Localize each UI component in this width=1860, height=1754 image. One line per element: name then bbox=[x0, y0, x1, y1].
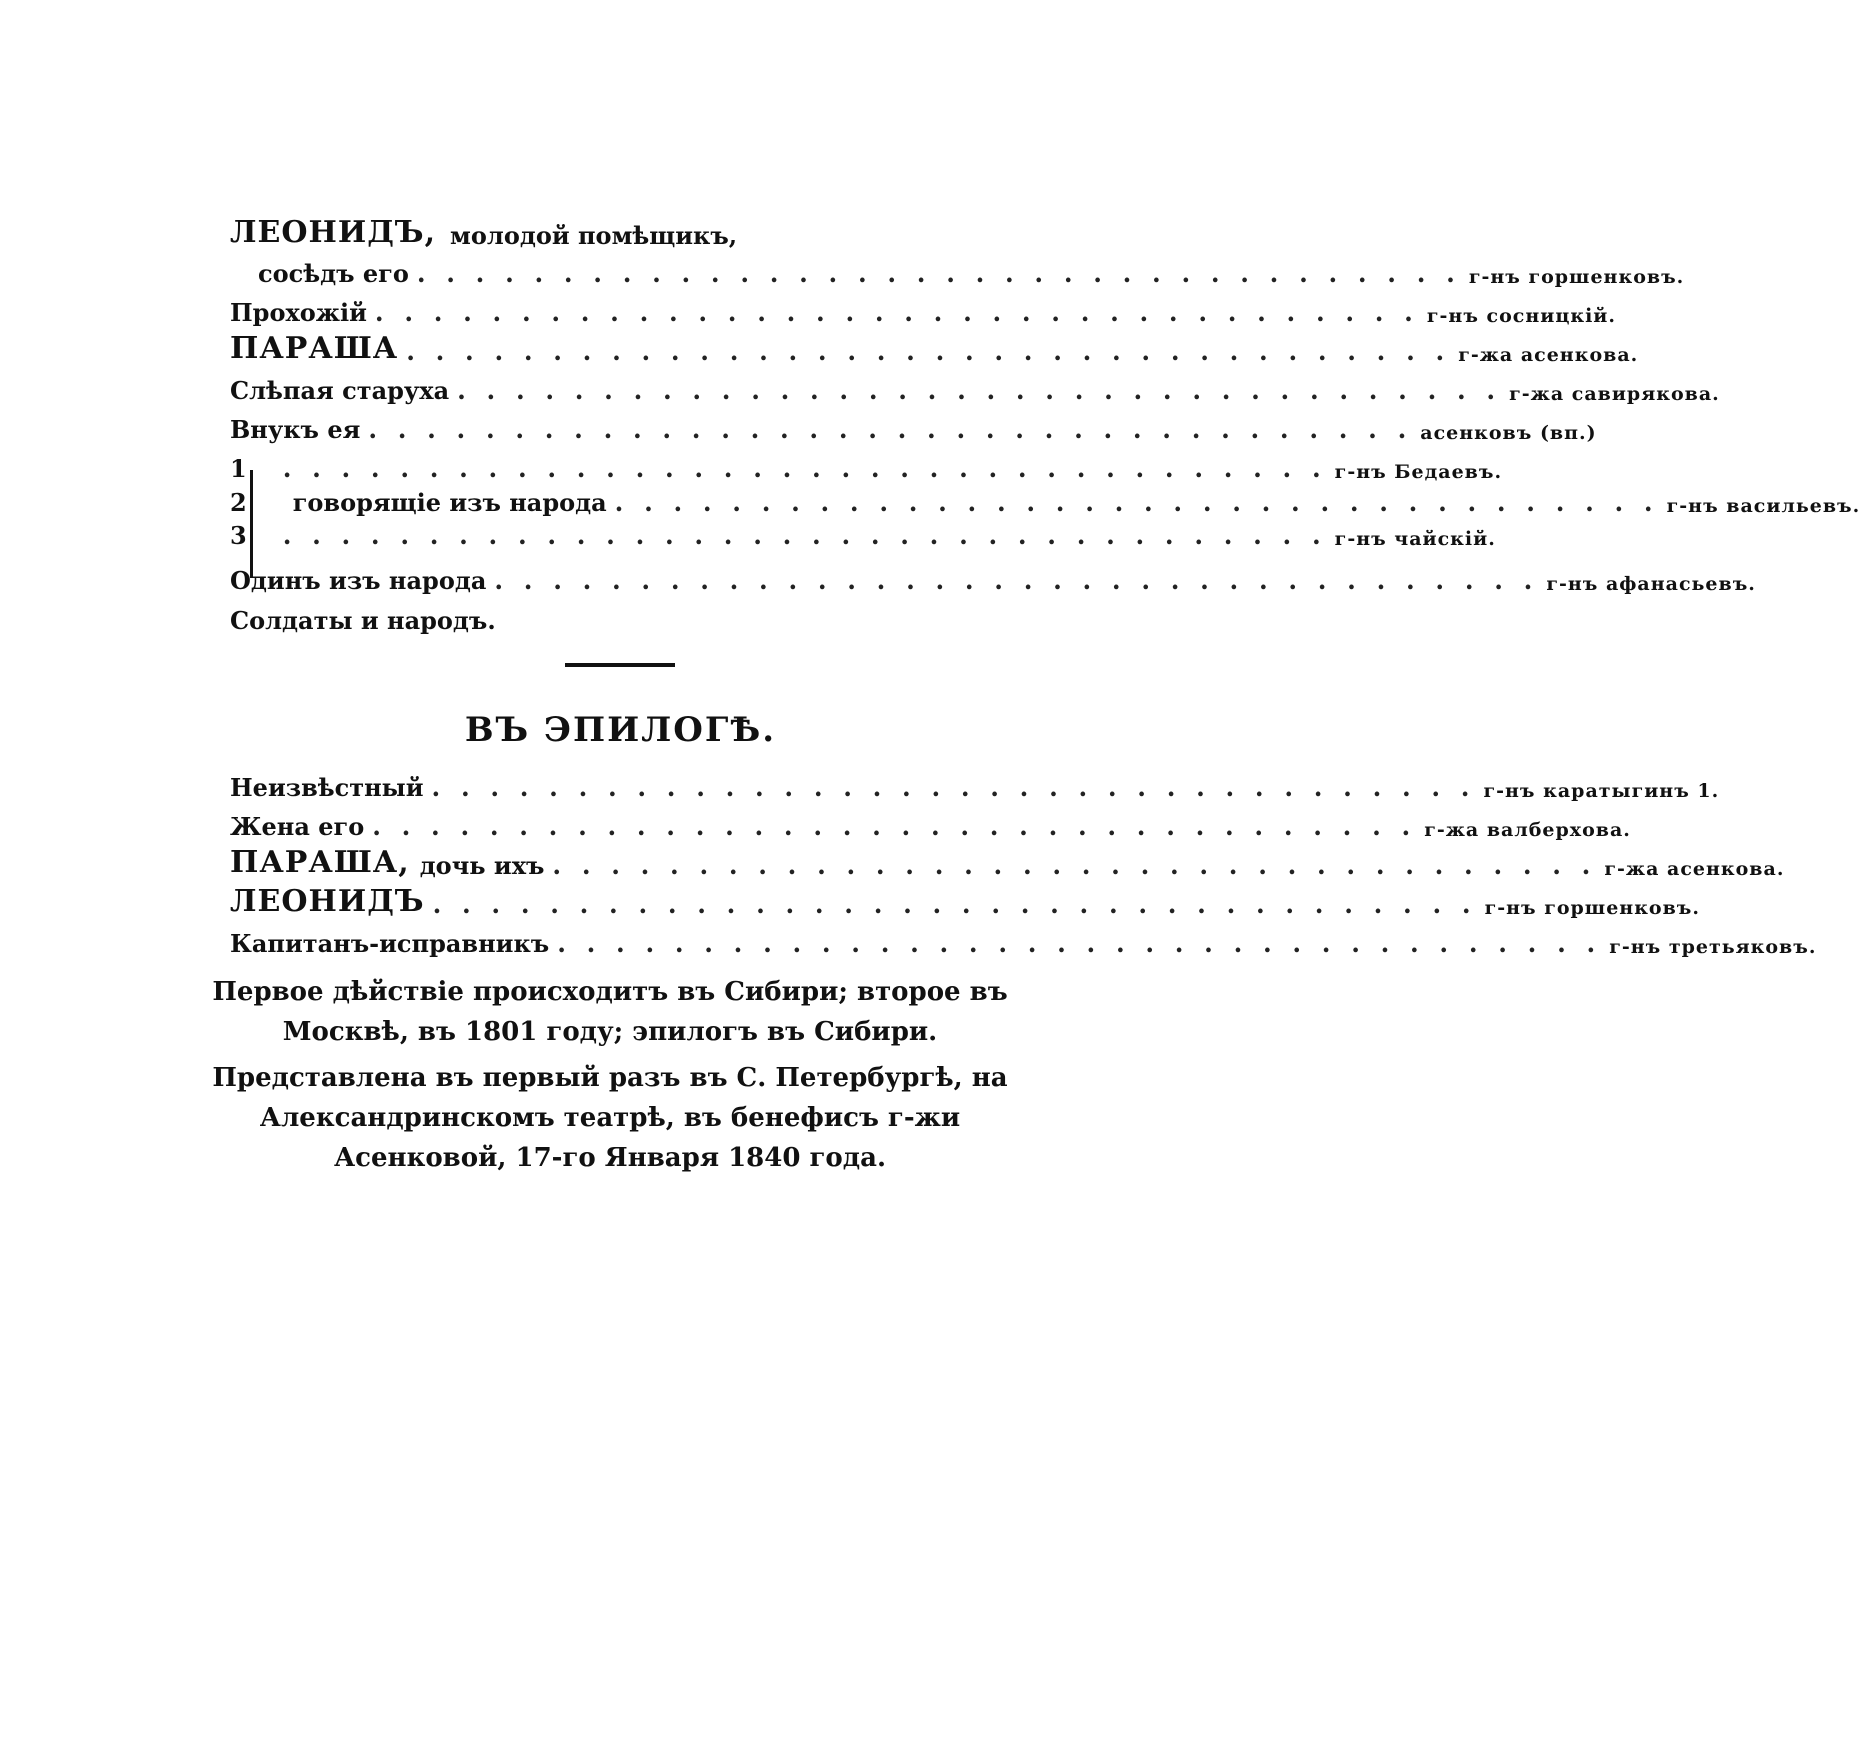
role-name: Капитанъ-исправникъ bbox=[230, 929, 550, 958]
actor-name: г-жа валберхова. bbox=[1424, 819, 1631, 841]
leader-dots: . . . . . . . . . . . . . . . . . . . . . . . . . . . . . . . . . . . . bbox=[552, 851, 1597, 880]
epilogue-cast-row bbox=[230, 922, 1817, 958]
leader-dots: . . . . . . . . . . . . . . . . . . . . . . . . . . . . . . . . . . . . bbox=[494, 566, 1539, 595]
leader-dots: . . . . . . . . . . . . . . . . . . . . . . . . . . . . . . . . . . . . bbox=[557, 929, 1602, 958]
role-name: ПАРАША bbox=[230, 331, 399, 366]
cast-row bbox=[230, 291, 1617, 327]
cast-row bbox=[230, 330, 1639, 366]
cast-row bbox=[230, 369, 1720, 405]
actor-name: г-нъ каратыгинъ 1. bbox=[1483, 780, 1720, 802]
leader-dots: . . . . . . . . . . . . . . . . . . . . . . . . . . . . . . . . . . . . bbox=[431, 773, 1476, 802]
leader-dots: . . . . . . . . . . . . . . . . . . . . . . . . . . . . . . . . . . . . bbox=[372, 812, 1417, 841]
actor-name: г-нъ горшенковъ. bbox=[1484, 897, 1700, 919]
epilogue-cast-row bbox=[230, 844, 1785, 880]
actor-name: г-нъ чайскій. bbox=[1334, 528, 1496, 550]
cast-row bbox=[230, 559, 1756, 595]
epilogue-cast-row bbox=[230, 805, 1631, 841]
leader-dots: . . . . . . . . . . . . . . . . . . . . . . . . . . . . . . . . . . . . bbox=[282, 521, 1327, 550]
role-description: молодой помѣщикъ, bbox=[450, 221, 738, 250]
role-name: Слѣпая старуха bbox=[230, 376, 450, 405]
role-name: Жена его bbox=[230, 812, 365, 841]
actor-name: г-нъ Бедаевъ. bbox=[1334, 461, 1503, 483]
leader-dots: . . . . . . . . . . . . . . . . . . . . . . . . . . . . . . . . . . . . bbox=[614, 488, 1659, 517]
leader-dots: . . . . . . . . . . . . . . . . . . . . . . . . . . . . . . . . . . . . bbox=[416, 259, 1461, 288]
separator-rule bbox=[565, 663, 675, 667]
cast-row bbox=[230, 599, 990, 635]
actor-name: г-жа асенкова. bbox=[1458, 344, 1639, 366]
actor-name: асенковъ (вп.) bbox=[1420, 422, 1597, 444]
row-number: 3 bbox=[230, 521, 247, 550]
actor-name: г-нъ афанасьевъ. bbox=[1546, 573, 1756, 595]
row-number: 2 bbox=[230, 488, 247, 517]
role-name: Неизвѣстный bbox=[230, 773, 424, 802]
role-name: ЛЕОНИДЪ, bbox=[230, 215, 437, 250]
actor-name: г-нъ сосницкій. bbox=[1426, 305, 1617, 327]
cast-row-leonid bbox=[230, 214, 990, 250]
epilogue-cast-row bbox=[230, 766, 1720, 802]
epilogue-heading: ВЪ ЭПИЛОГѢ. bbox=[464, 710, 777, 750]
role-name: Прохожій bbox=[230, 298, 367, 327]
role-name: ЛЕОНИДЪ bbox=[230, 884, 425, 919]
cast-row-numbered bbox=[230, 481, 1860, 517]
leader-dots: . . . . . . . . . . . . . . . . . . . . . . . . . . . . . . . . . . . . bbox=[432, 890, 1477, 919]
epilogue-cast-row bbox=[230, 883, 1700, 919]
role-name: Внукъ ея bbox=[230, 415, 361, 444]
leader-dots: . . . . . . . . . . . . . . . . . . . . . . . . . . . . . . . . . . . . bbox=[406, 337, 1451, 366]
leader-dots: . . . . . . . . . . . . . . . . . . . . . . . . . . . . . . . . . . . . bbox=[282, 454, 1327, 483]
actor-name: г-нъ васильевъ. bbox=[1666, 495, 1860, 517]
leader-dots: . . . . . . . . . . . . . . . . . . . . . . . . . . . . . . . . . . . . bbox=[368, 415, 1413, 444]
actor-name: г-нъ третьяковъ. bbox=[1609, 936, 1817, 958]
role-name: Солдаты и народъ. bbox=[230, 606, 496, 635]
cast-row bbox=[230, 408, 1597, 444]
role-name: ПАРАША, bbox=[230, 845, 410, 880]
actor-name: г-жа савирякова. bbox=[1509, 383, 1720, 405]
cast-row-numbered bbox=[230, 514, 1496, 550]
cast-row bbox=[258, 252, 1685, 288]
setting-note: Первое дѣйствіе происходитъ въ Сибири; второе въ Москвѣ, въ 1801 году; эпилогъ въ Сибири. bbox=[212, 977, 1008, 1047]
cast-row-numbered bbox=[230, 447, 1503, 483]
role-name: Одинъ изъ народа bbox=[230, 566, 487, 595]
role-name: говорящіе изъ народа bbox=[292, 488, 607, 517]
row-number: 1 bbox=[230, 454, 247, 483]
leader-dots: . . . . . . . . . . . . . . . . . . . . . . . . . . . . . . . . . . . . bbox=[374, 298, 1419, 327]
leader-dots: . . . . . . . . . . . . . . . . . . . . . . . . . . . . . . . . . . . . bbox=[457, 376, 1502, 405]
actor-name: г-нъ горшенковъ. bbox=[1468, 266, 1685, 288]
role-description: дочь ихъ bbox=[419, 851, 545, 880]
actor-name: г-жа асенкова. bbox=[1604, 858, 1785, 880]
premiere-note: Представлена въ первый разъ въ С. Петербургѣ, на Александринскомъ театрѣ, въ бенефисъ г-жи Асенковой, 17-го Января 1840 года. bbox=[212, 1063, 1008, 1173]
role-name: сосѣдъ его bbox=[258, 259, 409, 288]
